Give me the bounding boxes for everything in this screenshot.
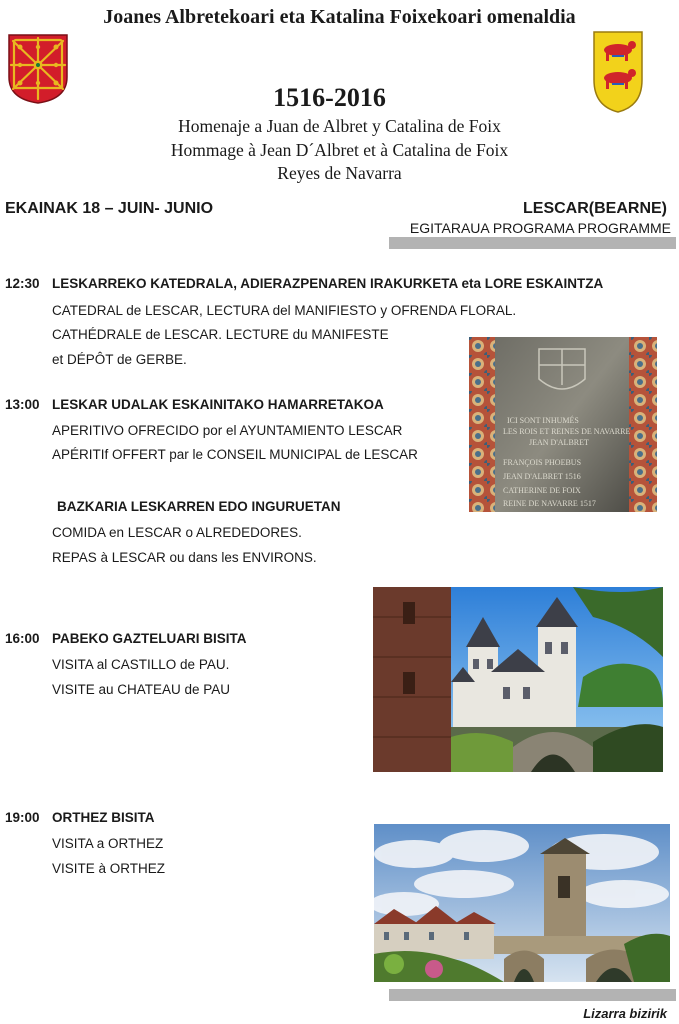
tomb-text: JEAN D'ALBRET 1516 <box>503 472 581 481</box>
tomb-text: REINE DE NAVARRE 1517 <box>503 499 596 508</box>
event-line: CATEDRAL de LESCAR, LECTURA del MANIFIESTO y OFRENDA FLORAL. <box>52 303 517 318</box>
tomb-text: LES ROIS ET REINES DE NAVARRE <box>503 427 631 436</box>
orthez-bridge-photo <box>374 824 670 982</box>
event-line: CATHÉDRALE de LESCAR. LECTURE du MANIFESTE <box>52 327 389 342</box>
years-heading: 1516-2016 <box>273 83 386 112</box>
event-line: COMIDA en LESCAR o ALREDEDORES. <box>52 525 302 540</box>
event-line: VISITA al CASTILLO de PAU. <box>52 657 230 672</box>
tomb-text: JEAN D'ALBRET <box>529 438 589 447</box>
subtitle-french: Hommage à Jean D´Albret et à Catalina de Foix <box>170 140 509 160</box>
event-time: 12:30 <box>5 276 40 291</box>
subtitle-spanish: Homenaje a Juan de Albret y Catalina de Foix <box>178 116 501 136</box>
event-date: EKAINAK 18 – JUIN- JUNIO <box>5 200 214 217</box>
event-title: PABEKO GAZTELUARI BISITA <box>52 631 247 646</box>
pau-castle-photo <box>373 587 663 772</box>
event-place: LESCAR(BEARNE) <box>523 200 667 217</box>
program-heading: EGITARAUA PROGRAMA PROGRAMME <box>409 220 671 236</box>
event-line: VISITE à ORTHEZ <box>52 861 166 876</box>
event-line: APERITIVO OFRECIDO por el AYUNTAMIENTO LESCAR <box>52 423 403 438</box>
subtitle-kings: Reyes de Navarra <box>277 163 402 183</box>
tomb-text: ICI SONT INHUMÉS <box>507 416 579 425</box>
main-title: Joanes Albretekoari eta Katalina Foixekoari omenaldia <box>103 6 576 28</box>
tomb-text: FRANÇOIS PHOEBUS <box>503 458 582 467</box>
event-title: ORTHEZ BISITA <box>52 810 155 825</box>
event-line: REPAS à LESCAR ou dans les ENVIRONS. <box>52 550 317 565</box>
divider-bar-top <box>389 237 676 249</box>
event-title: LESKAR UDALAK ESKAINITAKO HAMARRETAKOA <box>52 397 384 412</box>
tomb-plaque-photo <box>469 337 657 512</box>
event-time: 16:00 <box>5 631 40 646</box>
event-title: BAZKARIA LESKARREN EDO INGURUETAN <box>57 499 341 514</box>
event-line: APÉRITIf OFFERT par le CONSEIL MUNICIPAL de LESCAR <box>52 447 418 462</box>
event-line: VISITE au CHATEAU de PAU <box>52 682 231 697</box>
event-time: 13:00 <box>5 397 40 412</box>
event-line: VISITA a ORTHEZ <box>52 836 164 851</box>
tomb-text: CATHERINE DE FOIX <box>503 486 581 495</box>
divider-bar-bottom <box>389 989 676 1001</box>
footer-credit: Lizarra bizirik <box>583 1006 667 1021</box>
event-line: et DÉPÔT de GERBE. <box>52 352 187 367</box>
event-title: LESKARREKO KATEDRALA, ADIERAZPENAREN IRAKURKETA eta LORE ESKAINTZA <box>52 276 604 291</box>
event-time: 19:00 <box>5 810 40 825</box>
